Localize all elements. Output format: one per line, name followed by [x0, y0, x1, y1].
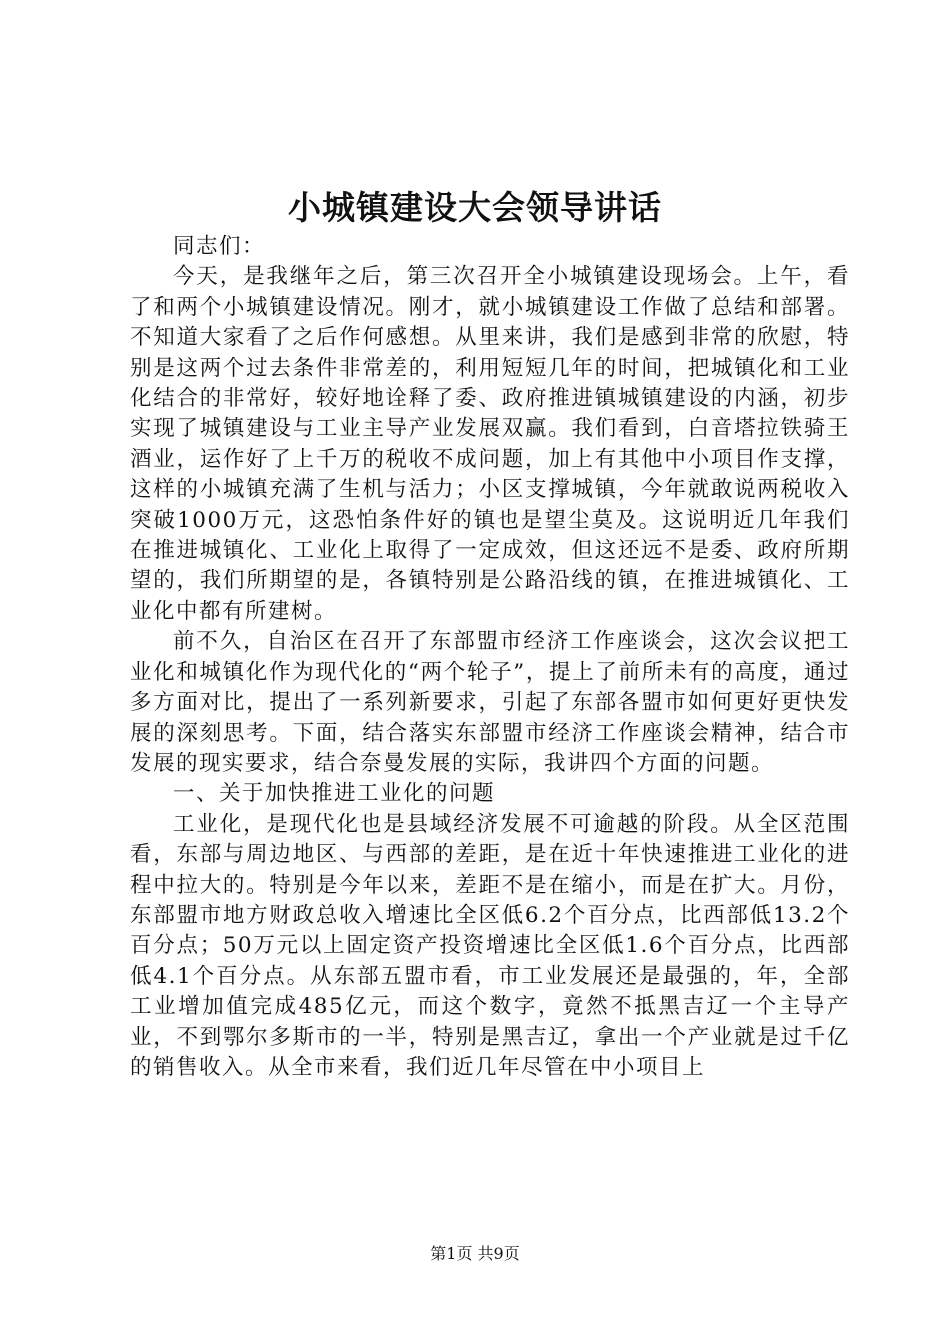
- body-paragraph: 工业化，是现代化也是县域经济发展不可逾越的阶段。从全区范围看，东部与周边地区、与西部的差距，是在近十年快速推进工业化的进程中拉大的。特别是今年以来，差距不是在缩小，而是在扩大。月份，东部盟市地方财政总收入增速比全区低6.2个百分点，比西部低13.2个百分点；50万元以上固定资产投资增速比全区低1.6个百分点，比西部低4.1个百分点。从东部五盟市看，市工业发展还是最强的，年，全部工业增加值完成485亿元，而这个数字，竟然不抵黑吉辽一个主导产业，不到鄂尔多斯市的一半，特别是黑吉辽，拿出一个产业就是过千亿的销售收入。从全市来看，我们近几年尽管在中小项目上: [130, 811, 850, 1080]
- body-paragraph: 今天，是我继年之后，第三次召开全小城镇建设现场会。上午，看了和两个小城镇建设情况。刚才，就小城镇建设工作做了总结和部署。不知道大家看了之后作何感想。从里来讲，我们是感到非常的欣慰，特别是这两个过去条件非常差的，利用短短几年的时间，把城镇化和工业化结合的非常好，较好地诠释了委、政府推进镇城镇建设的内涵，初步实现了城镇建设与工业主导产业发展双赢。我们看到，白音塔拉铁骑王酒业，运作好了上千万的税收不成问题，加上有其他中小项目作支撑，这样的小城镇充满了生机与活力；小区支撑城镇，今年就敢说两税收入突破1000万元，这恐怕条件好的镇也是望尘莫及。这说明近几年我们在推进城镇化、工业化上取得了一定成效，但这还远不是委、政府所期望的，我们所期望的是，各镇特别是公路沿线的镇，在推进城镇化、工业化中都有所建树。: [130, 264, 850, 624]
- body-paragraph: 前不久，自治区在召开了东部盟市经济工作座谈会，这次会议把工业化和城镇化作为现代化的“两个轮子”，提上了前所未有的高度，通过多方面对比，提出了一系列新要求，引起了东部各盟市如何更好更快发展的深刻思考。下面，结合落实东部盟市经济工作座谈会精神，结合市发展的现实要求，结合奈曼发展的实际，我讲四个方面的问题。: [130, 629, 850, 776]
- salutation-paragraph: 同志们：: [173, 234, 266, 259]
- page-footer: 第1页 共9页: [430, 1244, 520, 1263]
- document-body: [130, 232, 850, 1083]
- document-title: 小城镇建设大会领导讲话: [288, 188, 662, 227]
- section-heading: 一、关于加快推进工业化的问题: [173, 781, 496, 807]
